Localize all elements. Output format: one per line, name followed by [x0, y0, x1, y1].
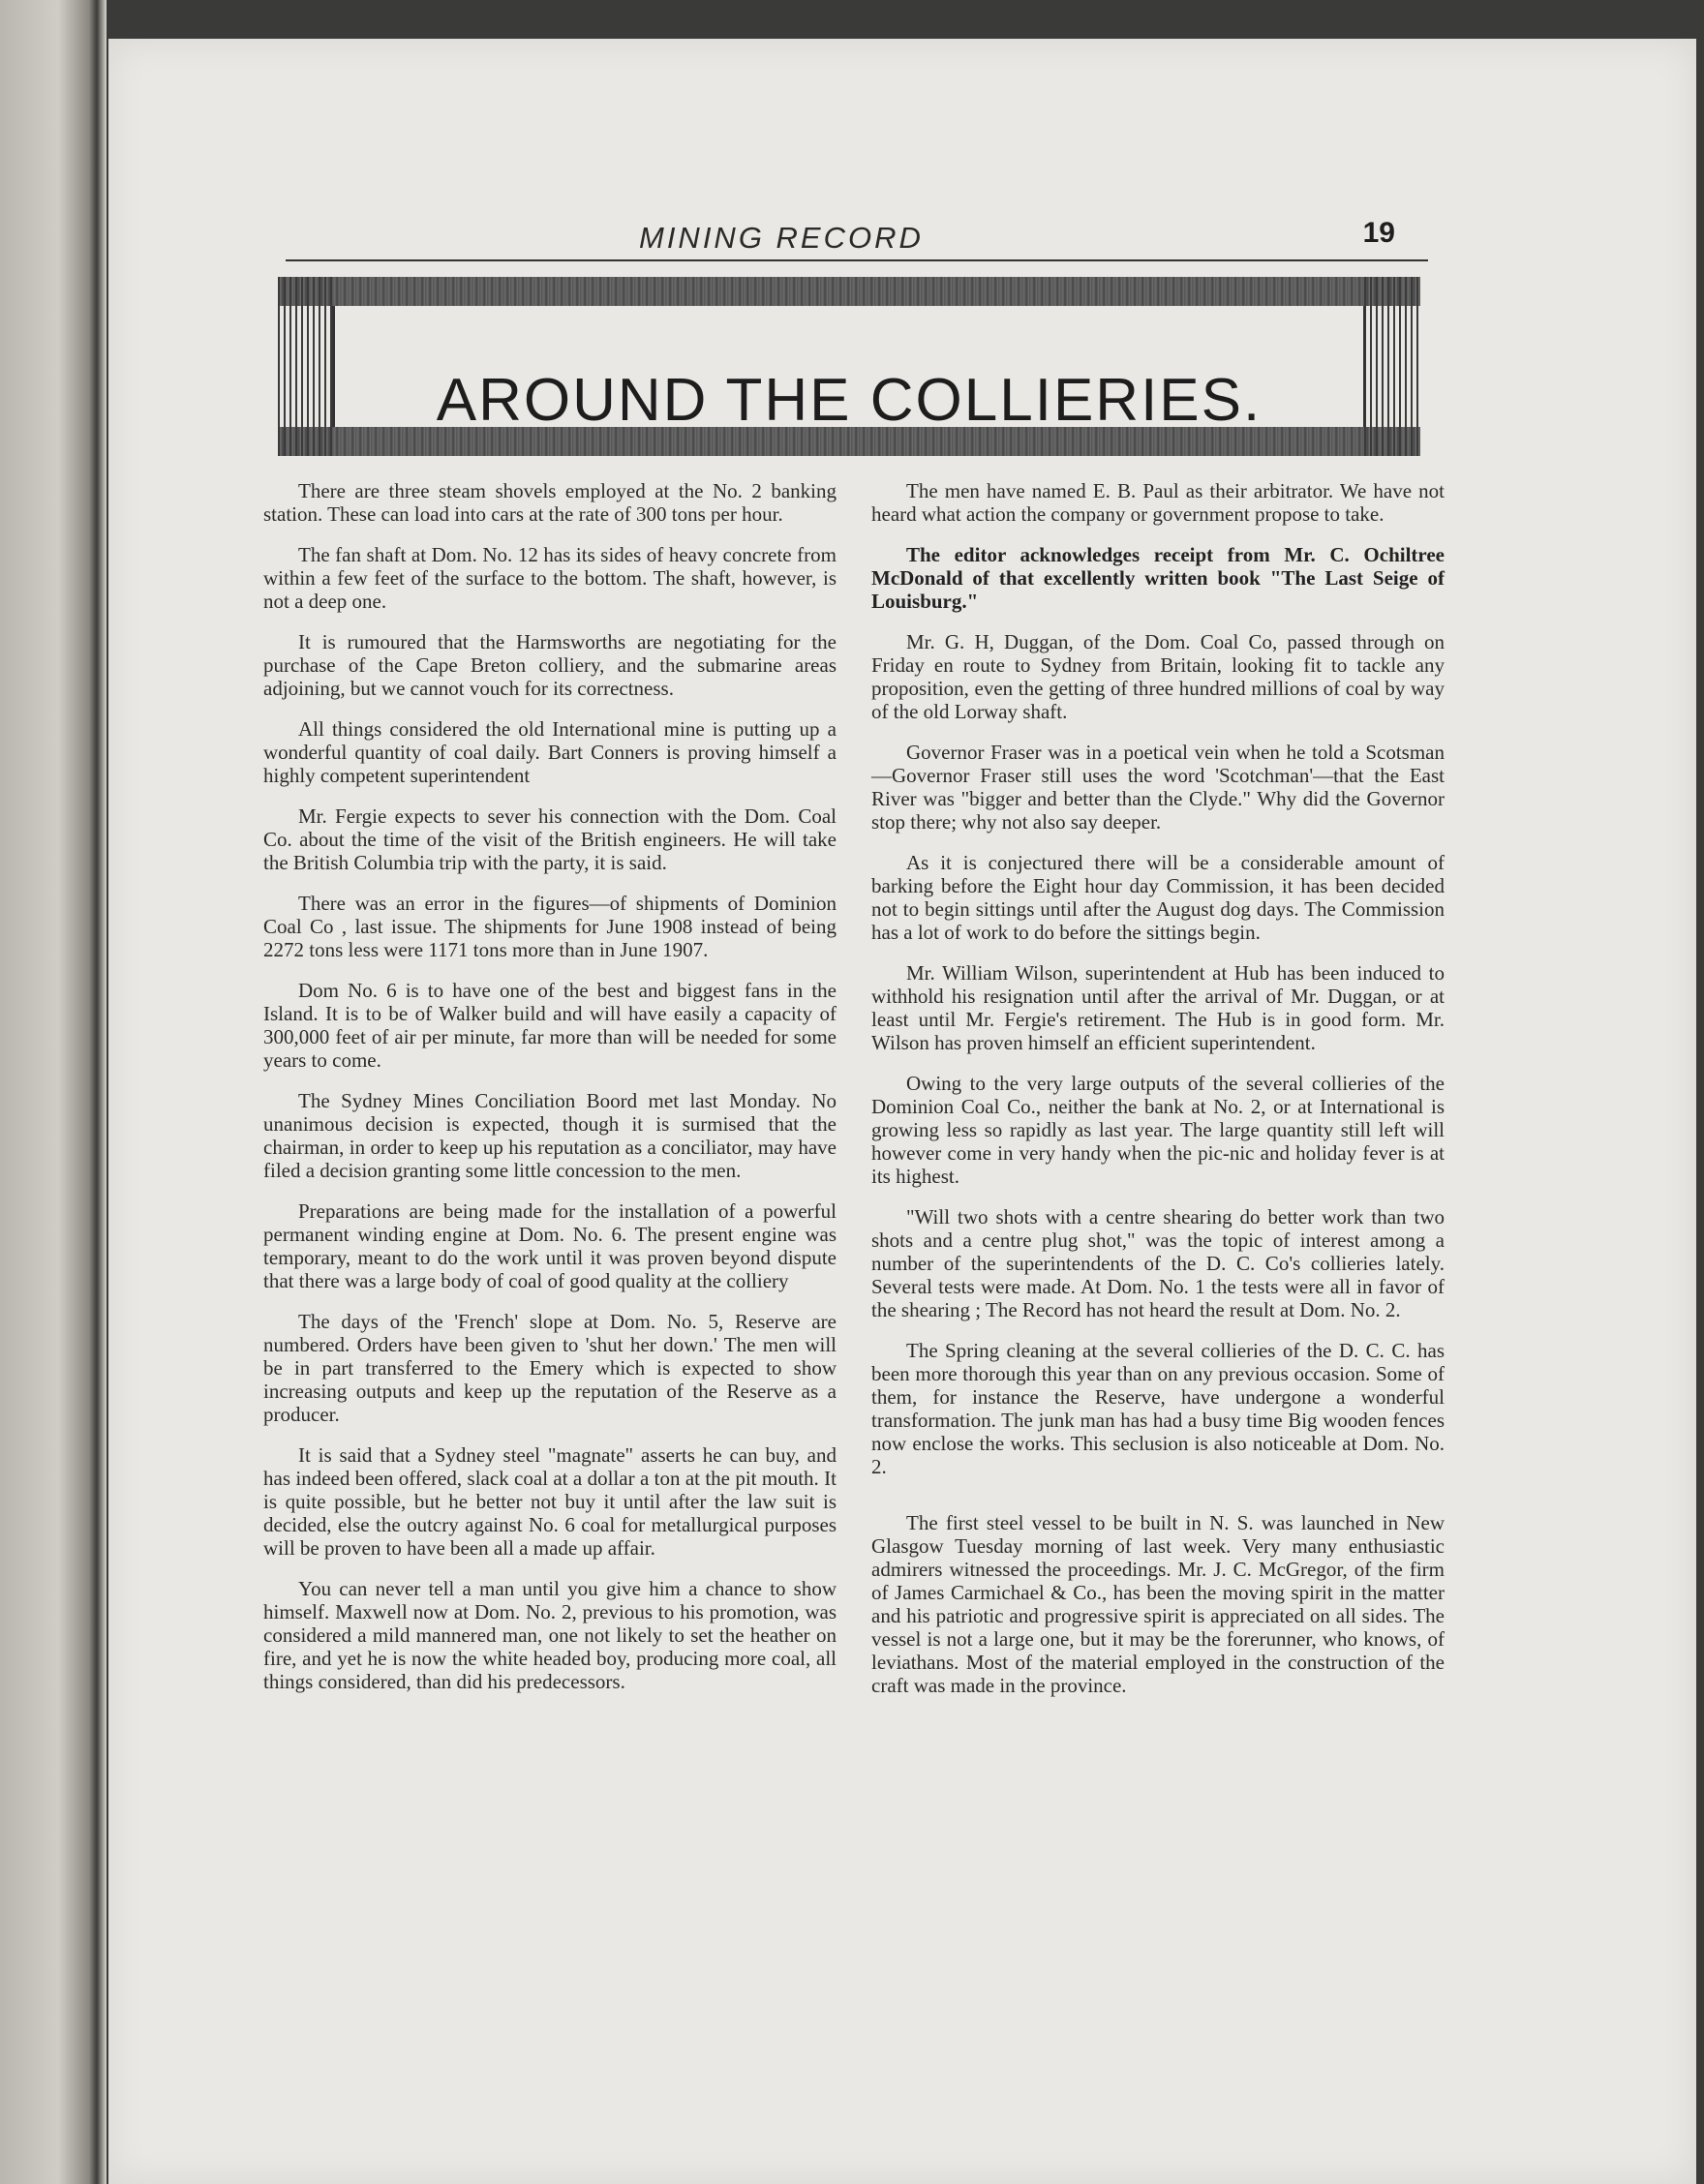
paragraph: Mr. William Wilson, superintendent at Hub has been induced to withhold his resignation until after the arrival of Mr. Duggan, or at least until Mr. Fergie's retirement. The Hub is in good form. Mr. Wilson has proven himself an efficient superintendent.: [871, 961, 1445, 1054]
paragraph: Dom No. 6 is to have one of the best and biggest fans in the Island. It is to be of Walker build and will have easily a capacity of 300,000 feet of air per minute, far more than will be needed for some years to come.: [263, 979, 837, 1072]
paragraph: "Will two shots with a centre shearing do better work than two shots and a centre plug shot," was the topic of interest among a number of the superintendents of the D. C. Co's collieries lately. Several tests were made. At Dom. No. 1 the tests were all in favor of the shearing ; The Record has not heard the result at Dom. No. 2.: [871, 1205, 1445, 1321]
banner-panel: [332, 306, 1366, 434]
paragraph: The first steel vessel to be built in N. S. was launched in New Glasgow Tuesday morning of last week. Very many enthusiastic admirers witnessed the proceedings. Mr. J. C. McGregor, of the firm of James Carmichael & Co., has been the moving spirit in the matter and his patriotic and progressive spirit is appreciated on all sides. The vessel is not a large one, but it may be the forerunner, who knows, of leviathans. Most of the material employed in the construction of the craft was made in the province.: [871, 1511, 1445, 1697]
page-header: [286, 217, 1428, 261]
paragraph: The Spring cleaning at the several collieries of the D. C. C. has been more thorough this year than on any previous occasion. Some of them, for instance the Reserve, have undergone a wonderful transformation. The junk man has had a busy time Big wooden fences now enclose the works. This seclusion is also noticeable at Dom. No. 2.: [871, 1339, 1445, 1478]
journal-title: MINING RECORD: [639, 221, 924, 255]
paragraph: As it is conjectured there will be a considerable amount of barking before the Eight hour day Commission, it has been decided not to begin sittings until after the August dog days. The Commission has a lot of work to do before the sittings begin.: [871, 851, 1445, 944]
page-number: 19: [1362, 217, 1395, 249]
section-banner: [278, 277, 1420, 456]
banner-top-rule: [278, 277, 1420, 306]
paragraph: Mr. Fergie expects to sever his connection with the Dom. Coal Co. about the time of the visit of the British engineers. He will take the British Columbia trip with the party, it is said.: [263, 804, 837, 874]
paragraph: Governor Fraser was in a poetical vein when he told a Scotsman—Governor Fraser still uses the word 'Scotchman'—that the East River was "bigger and better than the Clyde." Why did the Governor stop there; why not also say deeper.: [871, 741, 1445, 834]
paragraph: Preparations are being made for the installation of a powerful permanent winding engine at Dom. No. 6. The present engine was temporary, meant to do the work until it was proven beyond dispute that there was a large body of coal of good quality at the colliery: [263, 1199, 837, 1292]
paragraph: The fan shaft at Dom. No. 12 has its sides of heavy concrete from within a few feet of the surface to the bottom. The shaft, however, is not a deep one.: [263, 543, 837, 613]
left-column: [263, 479, 837, 1711]
section-title: AROUND THE COLLIERIES.: [436, 366, 1263, 434]
paragraph: You can never tell a man until you give him a chance to show himself. Maxwell now at Dom. No. 2, previous to his promotion, was considered a mild mannered man, one not likely to set the heather on fire, and yet he is now the white headed boy, producing more coal, all things considered, than did his predecessors.: [263, 1577, 837, 1693]
paragraph: The days of the 'French' slope at Dom. No. 5, Reserve are numbered. Orders have been given to 'shut her down.' The men will be in part transferred to the Emery which is expected to show increasing outputs and keep up the reputation of the Reserve as a producer.: [263, 1310, 837, 1426]
right-column: [871, 479, 1445, 1714]
banner-right-ornament: [1364, 277, 1420, 456]
article-columns: [263, 479, 1445, 2018]
paragraph: Mr. G. H, Duggan, of the Dom. Coal Co, passed through on Friday en route to Sydney from Britain, looking fit to tackle any proposition, even the getting of three hundred millions of coal by way of the old Lorway shaft.: [871, 630, 1445, 723]
book-binding: [0, 0, 106, 2184]
paragraph-acknowledgement: The editor acknowledges receipt from Mr. C. Ochiltree McDonald of that excellently written book "The Last Seige of Louisburg.": [871, 543, 1445, 613]
banner-left-ornament: [278, 277, 334, 456]
paragraph: The Sydney Mines Conciliation Boord met last Monday. No unanimous decision is expected, though it is surmised that the chairman, in order to keep up his reputation as a conciliator, may have filed a decision granting some little concession to the men.: [263, 1089, 837, 1182]
paragraph: There was an error in the figures—of shipments of Dominion Coal Co , last issue. The shipments for June 1908 instead of being 2272 tons less were 1171 tons more than in June 1907.: [263, 892, 837, 961]
paragraph: All things considered the old International mine is putting up a wonderful quantity of coal daily. Bart Conners is proving himself a highly competent superintendent: [263, 717, 837, 787]
paragraph: It is rumoured that the Harmsworths are negotiating for the purchase of the Cape Breton colliery, and the submarine areas adjoining, but we cannot vouch for its correctness.: [263, 630, 837, 700]
paragraph: There are three steam shovels employed at the No. 2 banking station. These can load into cars at the rate of 300 tons per hour.: [263, 479, 837, 526]
paragraph: Owing to the very large outputs of the several collieries of the Dominion Coal Co., neither the bank at No. 2, or at International is growing less so rapidly as last year. The large quantity still left will however come in very handy when the pic-nic and holiday fever is at its highest.: [871, 1072, 1445, 1188]
paragraph: The men have named E. B. Paul as their arbitrator. We have not heard what action the company or government propose to take.: [871, 479, 1445, 526]
paragraph: It is said that a Sydney steel "magnate" asserts he can buy, and has indeed been offered, slack coal at a dollar a ton at the pit mouth. It is quite possible, but he better not buy it until after the law suit is decided, else the outcry against No. 6 coal for metallurgical purposes will be proven to have been all a made up affair.: [263, 1443, 837, 1560]
